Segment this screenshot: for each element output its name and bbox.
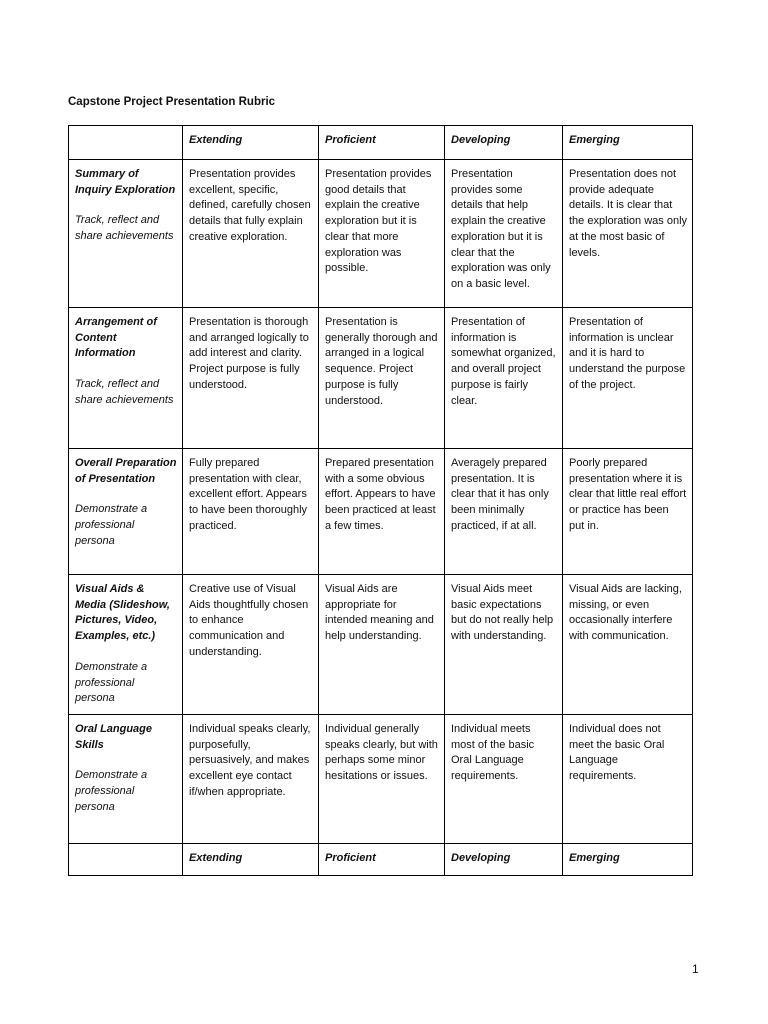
criterion-cell <box>69 160 183 308</box>
proficient-cell: Prepared presentation with a some obvious effort. Appears to have been practiced at least a few times. <box>319 449 445 575</box>
extending-cell: Presentation provides excellent, specific, defined, carefully chosen details that fully explain creative exploration. <box>183 160 319 308</box>
criterion-name: Visual Aids & Media (Slideshow, Pictures, Video, Examples, etc.) <box>75 583 170 643</box>
header-emerging: Emerging <box>563 126 693 160</box>
table-row <box>69 715 693 844</box>
developing-cell: Averagely prepared presentation. It is clear that it has only been minimally practiced, if at all. <box>445 449 563 575</box>
criterion-name: Overall Preparation of Presentation <box>75 457 177 485</box>
criterion-cell <box>69 715 183 844</box>
criterion-cell <box>69 308 183 449</box>
proficient-cell: Individual generally speaks clearly, but with perhaps some minor hesitations or issues. <box>319 715 445 844</box>
extending-cell: Individual speaks clearly, purposefully, persuasively, and makes excellent eye contact if/when appropriate. <box>183 715 319 844</box>
extending-cell: Fully prepared presentation with clear, excellent effort. Appears to have been thoroughly practiced. <box>183 449 319 575</box>
table-row <box>69 308 693 449</box>
criterion-cell <box>69 575 183 715</box>
footer-corner-cell <box>69 844 183 876</box>
developing-cell: Presentation of information is somewhat organized, and overall project purpose is fairly clear. <box>445 308 563 449</box>
footer-proficient: Proficient <box>319 844 445 876</box>
document-title: Capstone Project Presentation Rubric <box>68 96 276 108</box>
header-proficient: Proficient <box>319 126 445 160</box>
developing-cell: Individual meets most of the basic Oral Language requirements. <box>445 715 563 844</box>
footer-extending: Extending <box>183 844 319 876</box>
footer-row <box>69 844 693 876</box>
footer-developing: Developing <box>445 844 563 876</box>
criterion-subtext: Demonstrate a professional persona <box>75 660 148 705</box>
criterion-subtext: Track, reflect and share achievements <box>75 214 174 243</box>
emerging-cell: Visual Aids are lacking, missing, or even occasionally interfere with communication. <box>563 575 693 715</box>
developing-cell: Visual Aids meet basic expectations but do not really help with understanding. <box>445 575 563 715</box>
emerging-cell: Poorly prepared presentation where it is clear that little real effort or practice has been put in. <box>563 449 693 575</box>
criterion-subtext: Track, reflect and share achievements <box>75 378 174 406</box>
proficient-cell: Presentation provides good details that explain the creative exploration but it is clear that more exploration was possible. <box>319 160 445 308</box>
criterion-name: Arrangement of Content Information <box>75 316 157 360</box>
footer-emerging: Emerging <box>563 844 693 876</box>
emerging-cell: Individual does not meet the basic Oral Language requirements. <box>563 715 693 844</box>
header-developing: Developing <box>445 126 563 160</box>
proficient-cell: Presentation is generally thorough and arranged in a logical sequence. Project purpose is fully understood. <box>319 308 445 449</box>
page-number: 1 <box>692 962 699 976</box>
emerging-cell: Presentation of information is unclear and it is hard to understand the purpose of the project. <box>563 308 693 449</box>
criterion-subtext: Demonstrate a professional persona <box>75 503 148 547</box>
proficient-cell: Visual Aids are appropriate for intended meaning and help understanding. <box>319 575 445 715</box>
extending-cell: Presentation is thorough and arranged logically to add interest and clarity. Project purpose is fully understood. <box>183 308 319 449</box>
header-extending: Extending <box>183 126 319 160</box>
emerging-cell: Presentation does not provide adequate details. It is clear that the exploration was only at the most basic of levels. <box>563 160 693 308</box>
header-row <box>69 126 693 160</box>
header-corner-cell <box>69 126 183 160</box>
criterion-subtext: Demonstrate a professional persona <box>75 769 148 813</box>
table-row <box>69 160 693 308</box>
extending-cell: Creative use of Visual Aids thoughtfully chosen to enhance communication and understanding. <box>183 575 319 715</box>
criterion-name: Oral Language Skills <box>75 723 153 751</box>
rubric-table <box>68 125 693 876</box>
criterion-name: Summary of Inquiry Exploration <box>75 168 176 196</box>
developing-cell: Presentation provides some details that help explain the creative exploration but it is clear that the exploration was only on a basic level. <box>445 160 563 308</box>
table-row <box>69 575 693 715</box>
table-row <box>69 449 693 575</box>
criterion-cell <box>69 449 183 575</box>
